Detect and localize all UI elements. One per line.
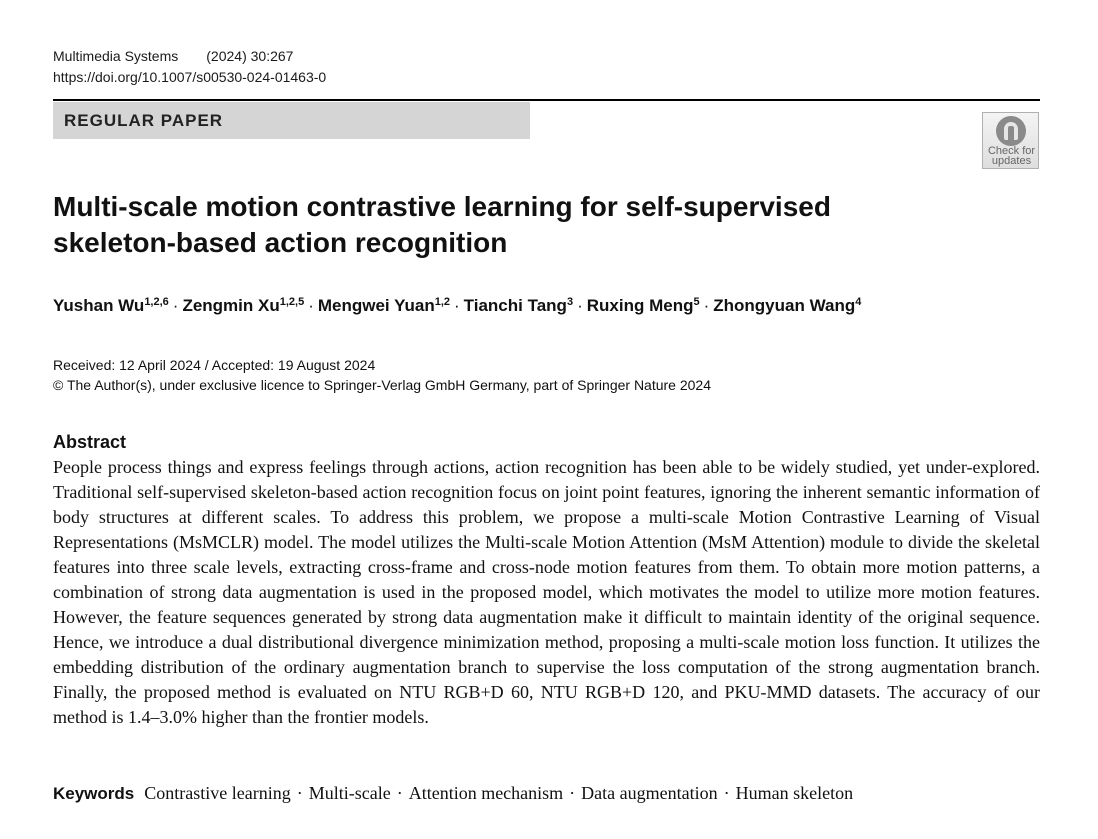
author-affiliation: 1,2,6	[144, 296, 169, 308]
author-name[interactable]: Zengmin Xu	[182, 296, 280, 315]
keyword-item: Contrastive learning	[144, 783, 291, 803]
doi-link[interactable]: https://doi.org/10.1007/s00530-024-01463-0	[53, 69, 327, 85]
keywords-label: Keywords	[53, 784, 135, 803]
check-for-updates-label: Check for updates	[987, 145, 1036, 167]
received-accepted-dates: Received: 12 April 2024 / Accepted: 19 August 2024	[53, 357, 376, 373]
author-name[interactable]: Tianchi Tang	[463, 296, 567, 315]
keyword-separator: ·	[296, 783, 303, 803]
paper-title: Multi-scale motion contrastive learning for self-supervised skeleton-based action recognition	[53, 191, 831, 258]
author-affiliation: 1,2,5	[279, 296, 305, 308]
author-separator: ·	[703, 296, 710, 315]
crossmark-icon	[996, 116, 1026, 146]
author-affiliation: 1,2	[434, 296, 450, 308]
author-separator: ·	[577, 296, 583, 315]
author-affiliation: 5	[693, 296, 700, 308]
check-for-updates-button[interactable]	[982, 112, 1039, 169]
author-affiliation: 3	[566, 296, 574, 308]
abstract-heading: Abstract	[53, 432, 127, 452]
author-name[interactable]: Ruxing Meng	[586, 296, 694, 315]
keywords-section	[53, 781, 1053, 807]
keyword-separator: ·	[569, 783, 576, 803]
journal-volume: (2024) 30:267	[206, 48, 294, 64]
keywords-list	[144, 783, 853, 803]
author-separator: ·	[308, 296, 314, 315]
keyword-item: Attention mechanism	[408, 783, 564, 803]
author-list	[53, 294, 1053, 318]
keyword-item: Data augmentation	[581, 783, 718, 803]
author-name[interactable]: Yushan Wu	[53, 296, 145, 315]
keyword-item: Human skeleton	[735, 783, 854, 803]
keyword-separator: ·	[723, 783, 730, 803]
keyword-separator: ·	[396, 783, 403, 803]
copyright-notice: © The Author(s), under exclusive licence to Springer-Verlag GmbH Germany, part of Springer Nature 2024	[53, 377, 711, 393]
keyword-item: Multi-scale	[308, 783, 391, 803]
author-name[interactable]: Zhongyuan Wang	[713, 296, 856, 315]
paper-type-label: REGULAR PAPER	[64, 111, 224, 130]
paper-type-banner	[53, 102, 530, 139]
author-affiliation: 4	[855, 296, 862, 308]
author-name[interactable]: Mengwei Yuan	[317, 296, 435, 315]
journal-name: Multimedia Systems	[53, 48, 179, 64]
author-separator: ·	[454, 296, 460, 315]
journal-info	[53, 46, 293, 66]
author-separator: ·	[172, 296, 179, 315]
abstract-text: People process things and express feelings through actions, action recognition has been able to be widely studied, yet under-explored. Traditional self-supervised skeleton-based action recognition focus on joint point features, ignoring the inherent semantic information of body structures at different scales. To address this problem, we propose a multi-scale Motion Contrastive Learning of Visual Representations (MsMCLR) model. The model utilizes the Multi-scale Motion Attention (MsM Attention) module to divide the skeletal features into three scale levels, extracting cross-frame and cross-node motion features from them. To obtain more motion patterns, a combination of strong data augmentation is used in the proposed model, which motivates the model to utilize more motion features. However, the feature sequences generated by strong data augmentation make it difficult to maintain identity of the original sequence. Hence, we introduce a dual distributional divergence minimization method, proposing a multi-scale motion loss function. It utilizes the embedding distribution of the ordinary augmentation branch to supervise the loss computation of the strong augmentation branch. Finally, the proposed method is evaluated on NTU RGB+D 60, NTU RGB+D 120, and PKU-MMD datasets. The accuracy of our method is 1.4–3.0% higher than the frontier models.	[53, 457, 1040, 727]
header-rule	[53, 99, 1040, 101]
